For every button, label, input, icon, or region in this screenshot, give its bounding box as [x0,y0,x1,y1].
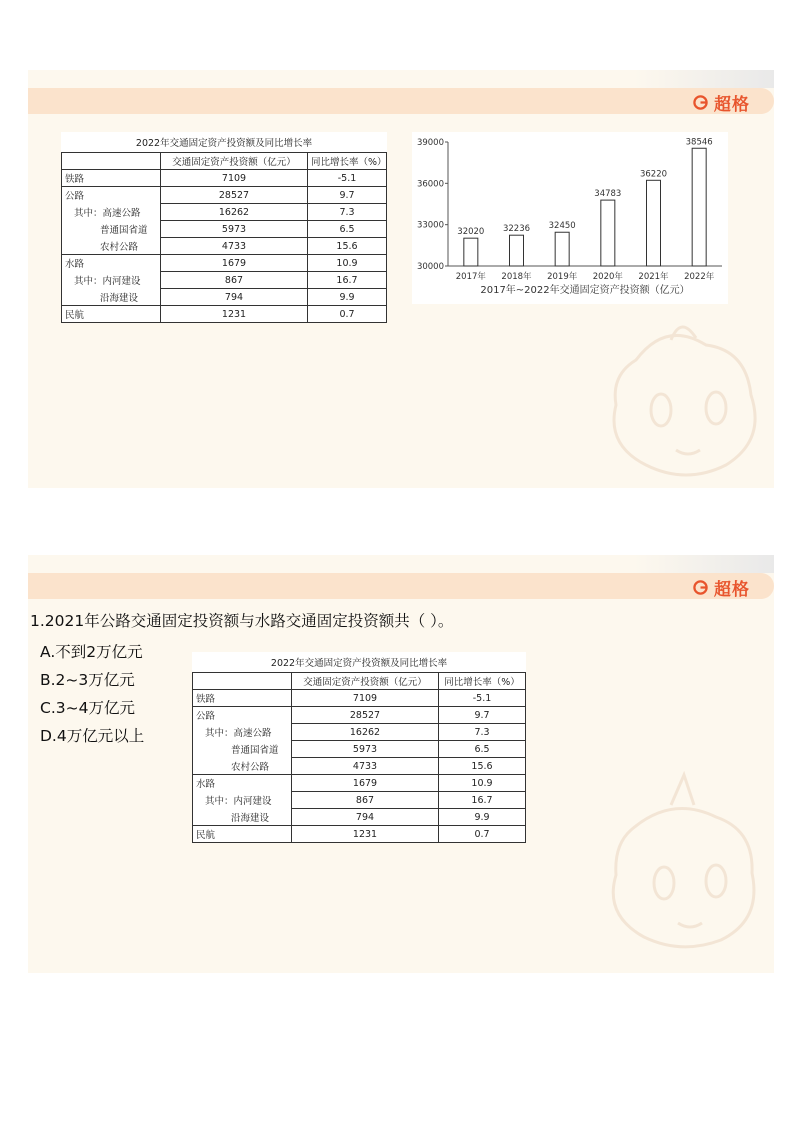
investment-value: 1231 [292,826,439,843]
growth-rate: 15.6 [439,758,526,775]
y-tick-label: 39000 [416,138,444,148]
data-label: 32450 [548,221,576,232]
table-title: 2022年交通固定资产投资额及同比增长率 [270,658,448,669]
growth-rate: 7.3 [439,724,526,741]
slide-question [28,555,774,973]
brand-name: 超格 [714,579,750,600]
y-tick-label: 33000 [416,220,444,231]
investment-value: 867 [292,792,439,809]
growth-rate: 10.9 [439,775,526,792]
row-label: 民航 [193,826,292,843]
row-label: 其中：高速公路 [62,204,161,221]
data-label: 32236 [502,224,531,235]
brand-logo [693,91,750,113]
bar [601,200,615,266]
column-header: 交通固定资产投资额（亿元） [161,153,308,170]
column-header [62,153,161,170]
investment-value: 7109 [161,170,308,187]
table-row [193,741,526,758]
row-label: 沿海建设 [62,289,161,306]
bar [510,235,524,266]
growth-rate: 0.7 [308,306,387,323]
row-label: 水路 [193,775,292,792]
row-label: 其中：内河建设 [62,272,161,289]
table-row [193,826,526,843]
row-label: 其中：高速公路 [193,724,292,741]
option-b[interactable]: B.2~3万亿元 [40,671,135,689]
x-tick-label: 2020年 [592,272,623,282]
data-table-panel [61,132,387,323]
x-tick-label: 2019年 [547,272,578,282]
table-row [193,792,526,809]
investment-value: 867 [161,272,308,289]
slide-header-bar [28,573,774,599]
mascot-watermark-icon [576,755,776,965]
column-header: 同比增长率（%） [308,153,387,170]
investment-value: 28527 [292,707,439,724]
brand-logo [693,576,750,598]
investment-value: 28527 [161,187,308,204]
investment-value: 1231 [161,306,308,323]
header-fade [634,555,774,573]
table-row [62,204,387,221]
row-label: 农村公路 [62,238,161,255]
brand-logo-icon [693,95,708,110]
bar-chart-panel [412,132,728,304]
table-row [193,775,526,792]
growth-rate: 10.9 [308,255,387,272]
x-tick-label: 2021年 [638,272,669,282]
investment-value: 4733 [161,238,308,255]
brand-name: 超格 [714,94,750,115]
data-label: 38546 [685,137,713,148]
bar [464,238,478,266]
slide-data [28,70,774,488]
option-c[interactable]: C.3~4万亿元 [40,699,135,717]
table-row [62,255,387,272]
data-label: 36220 [639,169,668,180]
growth-rate: 7.3 [308,204,387,221]
table-row [62,306,387,323]
growth-rate: -5.1 [439,690,526,707]
investment-value: 4733 [292,758,439,775]
mascot-watermark-icon [576,300,776,490]
bar [647,180,661,266]
bar [555,232,569,266]
table-row [193,707,526,724]
table-title: 2022年交通固定资产投资额及同比增长率 [135,138,313,149]
data-table-panel [192,652,526,843]
investment-value: 7109 [292,690,439,707]
growth-rate: 9.7 [308,187,387,204]
header-fade [634,70,774,88]
data-label: 32020 [457,227,485,238]
x-tick-label: 2022年 [684,272,715,282]
column-header: 交通固定资产投资额（亿元） [292,673,439,690]
row-label: 铁路 [193,690,292,707]
row-label: 沿海建设 [193,809,292,826]
growth-rate: -5.1 [308,170,387,187]
row-label: 铁路 [62,170,161,187]
slide-header-bar [28,88,774,114]
investment-table [61,152,387,323]
growth-rate: 9.7 [439,707,526,724]
bar [692,148,706,266]
table-row [62,272,387,289]
investment-value: 5973 [161,221,308,238]
row-label: 公路 [193,707,292,724]
question-stem: 1.2021年公路交通固定投资额与水路交通固定投资额共（ ）。 [30,612,454,630]
table-row [62,170,387,187]
chart-title: 2017年~2022年交通固定资产投资额（亿元） [480,285,690,296]
growth-rate: 9.9 [439,809,526,826]
growth-rate: 16.7 [439,792,526,809]
investment-value: 16262 [161,204,308,221]
investment-value: 5973 [292,741,439,758]
investment-value: 794 [292,809,439,826]
row-label: 农村公路 [193,758,292,775]
growth-rate: 6.5 [439,741,526,758]
table-row [62,187,387,204]
table-row [62,221,387,238]
growth-rate: 9.9 [308,289,387,306]
row-label: 普通国省道 [193,741,292,758]
row-label: 其中：内河建设 [193,792,292,809]
growth-rate: 15.6 [308,238,387,255]
growth-rate: 6.5 [308,221,387,238]
growth-rate: 0.7 [439,826,526,843]
investment-value: 16262 [292,724,439,741]
option-a[interactable]: A.不到2万亿元 [40,643,143,661]
investment-table [192,672,526,843]
table-row [62,289,387,306]
growth-rate: 16.7 [308,272,387,289]
table-row [62,238,387,255]
x-tick-label: 2018年 [501,272,532,282]
row-label: 水路 [62,255,161,272]
data-label: 34783 [594,189,622,200]
brand-logo-icon [693,580,708,595]
y-tick-label: 30000 [416,262,444,272]
column-header: 同比增长率（%） [439,673,526,690]
bar-chart [412,132,728,304]
table-row [193,690,526,707]
x-tick-label: 2017年 [455,272,486,282]
table-row [193,758,526,775]
table-row [193,724,526,741]
table-row [193,809,526,826]
investment-value: 1679 [161,255,308,272]
option-d[interactable]: D.4万亿元以上 [40,727,145,745]
row-label: 普通国省道 [62,221,161,238]
table-header-row [62,153,387,170]
table-header-row [193,673,526,690]
investment-value: 1679 [292,775,439,792]
row-label: 民航 [62,306,161,323]
row-label: 公路 [62,187,161,204]
y-tick-label: 36000 [416,179,444,190]
investment-value: 794 [161,289,308,306]
column-header [193,673,292,690]
